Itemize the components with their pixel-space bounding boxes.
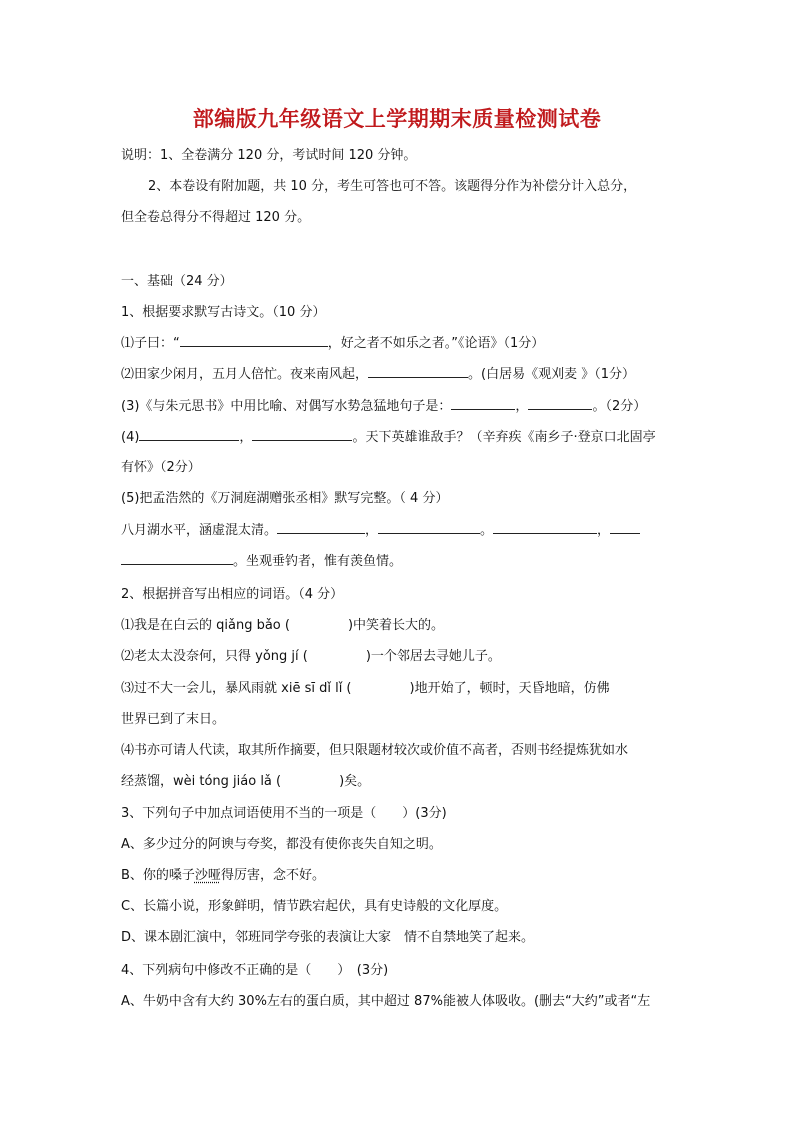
q3-option-c: C、长篇小说，形象鲜明，情节跌宕起伏，具有史诗般的文化厚度。 — [121, 899, 508, 914]
q1-item-5-text-e: 。坐观垂钓者，惟有羡鱼情。 — [233, 554, 403, 569]
q4-option-a: A、牛奶中含有大约 30%左右的蛋白质，其中超过 87%能被人体吸收。(删去“大约”或者“左 — [121, 994, 651, 1009]
q1-item-5-line-1 — [121, 521, 640, 540]
q2-item-4-text-b: 经蒸馏，wèi tóng jiáo lǎ ( — [121, 774, 282, 789]
q3-option-b-text-c: 得厉害，念不好。 — [220, 868, 325, 883]
q1-item-4-text-c: 。天下英雄谁敌手？（辛弃疾《南乡子·登京口北固亭 — [352, 430, 656, 445]
answer-blank[interactable] — [139, 428, 239, 441]
answer-blank[interactable] — [493, 521, 597, 534]
q2-item-3-cont: 世界已到了末日。 — [121, 712, 226, 727]
q1-item-2 — [121, 365, 635, 384]
q2-item-1 — [121, 617, 444, 635]
q1-item-2-text-b: 。(白居易《观刈麦 》（1分） — [468, 367, 635, 382]
q1-item-1 — [121, 334, 544, 353]
page-title: 部编版九年级语文上学期期末质量检测试卷 — [192, 106, 602, 131]
q2-item-4: ⑷书亦可请人代读，取其所作摘要，但只限题材较次或价值不高者，否则书经提炼犹如水 — [121, 743, 629, 758]
answer-blank[interactable] — [528, 397, 592, 410]
section-heading: 一、基础（24 分） — [121, 274, 233, 289]
answer-blank[interactable] — [121, 552, 233, 565]
q1-item-4-text-a: (4) — [121, 430, 140, 445]
q2-item-1-text-a: ⑴我是在白云的 qiǎng bǎo ( — [121, 618, 290, 633]
q2-item-4-text-c: )矣。 — [339, 774, 371, 789]
q1-item-5-text-c: 。 — [480, 523, 494, 538]
q1-item-5-line-2 — [121, 552, 402, 571]
dotted-word: 沙哑 — [194, 868, 221, 883]
q1-item-1-text-b: ，好之者不如乐之者。”《论语》（1分） — [327, 336, 545, 351]
answer-blank[interactable] — [451, 397, 515, 410]
q1-item-4-text-b: ， — [239, 430, 253, 445]
q1-item-5-text-a: 八月湖水平，涵虚混太清。 — [121, 523, 278, 538]
q1-item-3 — [121, 397, 646, 416]
q1-item-1-text-a: ⑴子曰：“ — [121, 336, 180, 351]
q2-item-3-text-b: )地开始了，顿时，天昏地暗，仿佛 — [409, 681, 610, 696]
q1-item-3-text-c: 。（2分） — [592, 399, 647, 414]
q2-item-3-text-a: ⑶过不大一会儿，暴风雨就 xiē sī dǐ lǐ ( — [121, 681, 352, 696]
answer-blank[interactable] — [277, 521, 365, 534]
q1-item-2-text-a: ⑵田家少闲月，五月人倍忙。夜来南风起， — [121, 367, 369, 382]
q1-item-3-text-b: ， — [515, 399, 529, 414]
q1-item-5-text-d: ， — [597, 523, 611, 538]
q1-item-5-text-b: ， — [365, 523, 379, 538]
q4-stem: 4、下列病句中修改不正确的是（ ） (3分) — [121, 963, 389, 978]
note-line-3: 但全卷总得分不得超过 120 分。 — [121, 210, 311, 225]
q3-option-b-text-a: B、你的嗓子 — [121, 868, 195, 883]
answer-blank[interactable] — [252, 428, 352, 441]
q3-option-a: A、多少过分的阿谀与夸奖，都没有使你丧失自知之明。 — [121, 837, 442, 852]
q1-item-5: (5)把孟浩然的《万洞庭湖赠张丞相》默写完整。（ 4 分） — [121, 491, 449, 506]
q2-item-2-text-b: )一个邻居去寻她儿子。 — [365, 649, 501, 664]
answer-blank[interactable] — [378, 521, 480, 534]
q2-item-1-text-b: )中笑着长大的。 — [347, 618, 445, 633]
q2-item-2 — [121, 648, 501, 666]
q3-option-b — [121, 867, 325, 885]
answer-blank[interactable] — [180, 334, 328, 347]
q2-item-4-cont — [121, 773, 370, 791]
q1-stem: 1、根据要求默写古诗文。（10 分） — [121, 305, 326, 320]
q2-item-2-text-a: ⑵老太太没奈何，只得 yǒng jí ( — [121, 649, 308, 664]
answer-blank[interactable] — [368, 365, 468, 378]
q3-stem: 3、下列句子中加点词语使用不当的一项是（ ）(3分) — [121, 806, 447, 821]
q1-item-4 — [121, 428, 656, 447]
q3-option-d: D、课本剧汇演中，邻班同学夸张的表演让大家 情不自禁地笑了起来。 — [121, 930, 535, 945]
note-line-1: 说明：1、全卷满分 120 分，考试时间 120 分钟。 — [121, 148, 417, 163]
q1-item-3-text-a: (3)《与朱元思书》中用比喻、对偶写水势急猛地句子是： — [121, 399, 452, 414]
q1-item-4-cont: 有怀》（2分） — [121, 460, 201, 475]
q2-item-3 — [121, 680, 610, 698]
answer-blank[interactable] — [610, 521, 640, 534]
note-line-2: 2、本卷设有附加题，共 10 分，考生可答也可不答。该题得分作为补偿分计入总分， — [148, 179, 637, 194]
q2-stem: 2、根据拼音写出相应的词语。（4 分） — [121, 587, 344, 602]
